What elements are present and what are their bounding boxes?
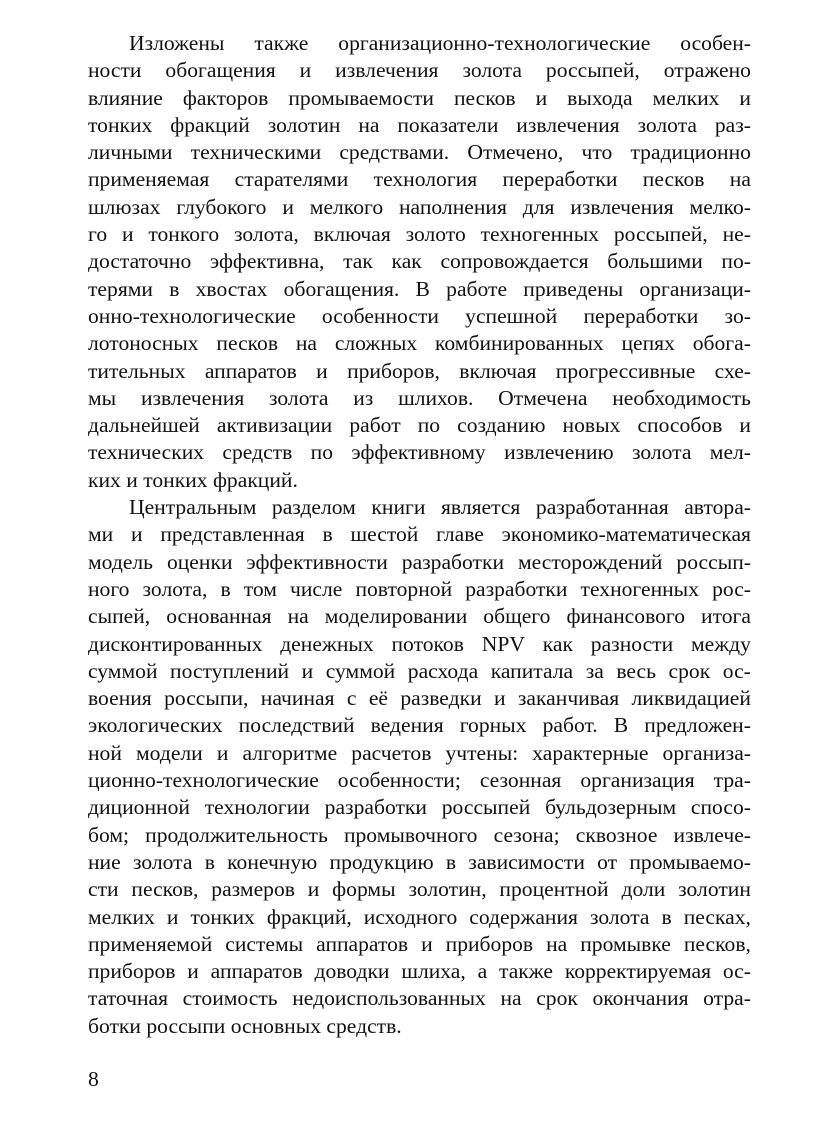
paragraph-2: [88, 494, 751, 1040]
text-line: го и тонкого золота, включая золото техногенных россыпей, не-: [88, 222, 751, 247]
text-line: технических средств по эффективному извлечению золота мел-: [88, 440, 751, 465]
text-line: воения россыпи, начиная с её разведки и заканчивая ликвидацией: [88, 686, 751, 711]
text-line: бом; продолжительность промывочного сезона; сквозное извлече-: [88, 822, 751, 847]
text-line: ких и тонких фракций.: [88, 467, 298, 492]
text-line: ми и представленная в шестой главе экономико-математическая: [88, 522, 751, 547]
text-line: ние золота в конечную продукцию в зависимости от промываемо-: [88, 849, 751, 874]
text-line: применяемая старателями технология переработки песков на: [88, 167, 751, 192]
text-line: Центральным разделом книги является разработанная автора-: [129, 495, 751, 520]
text-line: тительных аппаратов и приборов, включая прогрессивные схе-: [88, 358, 751, 383]
text-line: таточная стоимость недоиспользованных на срок окончания отра-: [88, 986, 751, 1011]
text-line: мы извлечения золота из шлихов. Отмечена необходимость: [88, 385, 751, 410]
text-line: онно-технологические особенности успешной переработки зо-: [88, 303, 751, 328]
text-line: применяемой системы аппаратов и приборов на промывке песков,: [88, 931, 751, 956]
text-line: терями в хвостах обогащения. В работе приведены организаци-: [88, 276, 751, 301]
text-line: модель оценки эффективности разработки месторождений россып-: [88, 549, 751, 574]
text-line: экологических последствий ведения горных работ. В предложен-: [88, 713, 751, 738]
text-line: ной модели и алгоритме расчетов учтены: характерные организа-: [88, 740, 751, 765]
text-line: приборов и аппаратов доводки шлиха, а также корректируемая ос-: [88, 959, 751, 984]
text-line: сыпей, основанная на моделировании общего финансового итога: [88, 604, 751, 629]
text-line: ного золота, в том числе повторной разработки техногенных рос-: [88, 576, 751, 601]
body-text: [88, 30, 751, 1040]
text-line: мелких и тонких фракций, исходного содержания золота в песках,: [88, 904, 751, 929]
page-number: 8: [88, 1067, 99, 1091]
paragraph-1: [88, 30, 751, 494]
text-line: достаточно эффективна, так как сопровождается большими по-: [88, 249, 751, 274]
text-line: суммой поступлений и суммой расхода капитала за весь срок ос-: [88, 658, 751, 683]
text-line: дисконтированных денежных потоков NPV как разности между: [88, 631, 751, 656]
text-line: сти песков, размеров и формы золотин, процентной доли золотин: [88, 877, 751, 902]
text-line: Изложены также организационно-технологические особен-: [129, 31, 751, 55]
text-line: шлюзах глубокого и мелкого наполнения для извлечения мелко-: [88, 194, 751, 219]
text-line: тонких фракций золотин на показатели извлечения золота раз-: [88, 112, 751, 137]
text-line: ботки россыпи основных средств.: [88, 1013, 402, 1038]
text-line: диционной технологии разработки россыпей бульдозерным спосо-: [88, 795, 751, 820]
text-line: ности обогащения и извлечения золота россыпей, отражено: [88, 58, 751, 83]
text-line: дальнейшей активизации работ по созданию новых способов и: [88, 413, 751, 438]
text-line: влияние факторов промываемости песков и выхода мелких и: [88, 85, 751, 110]
text-line: ционно-технологические особенности; сезонная организация тра-: [88, 768, 751, 793]
text-line: лотоносных песков на сложных комбинированных цепях обога-: [88, 331, 751, 356]
text-line: личными техническими средствами. Отмечено, что традиционно: [88, 140, 751, 165]
